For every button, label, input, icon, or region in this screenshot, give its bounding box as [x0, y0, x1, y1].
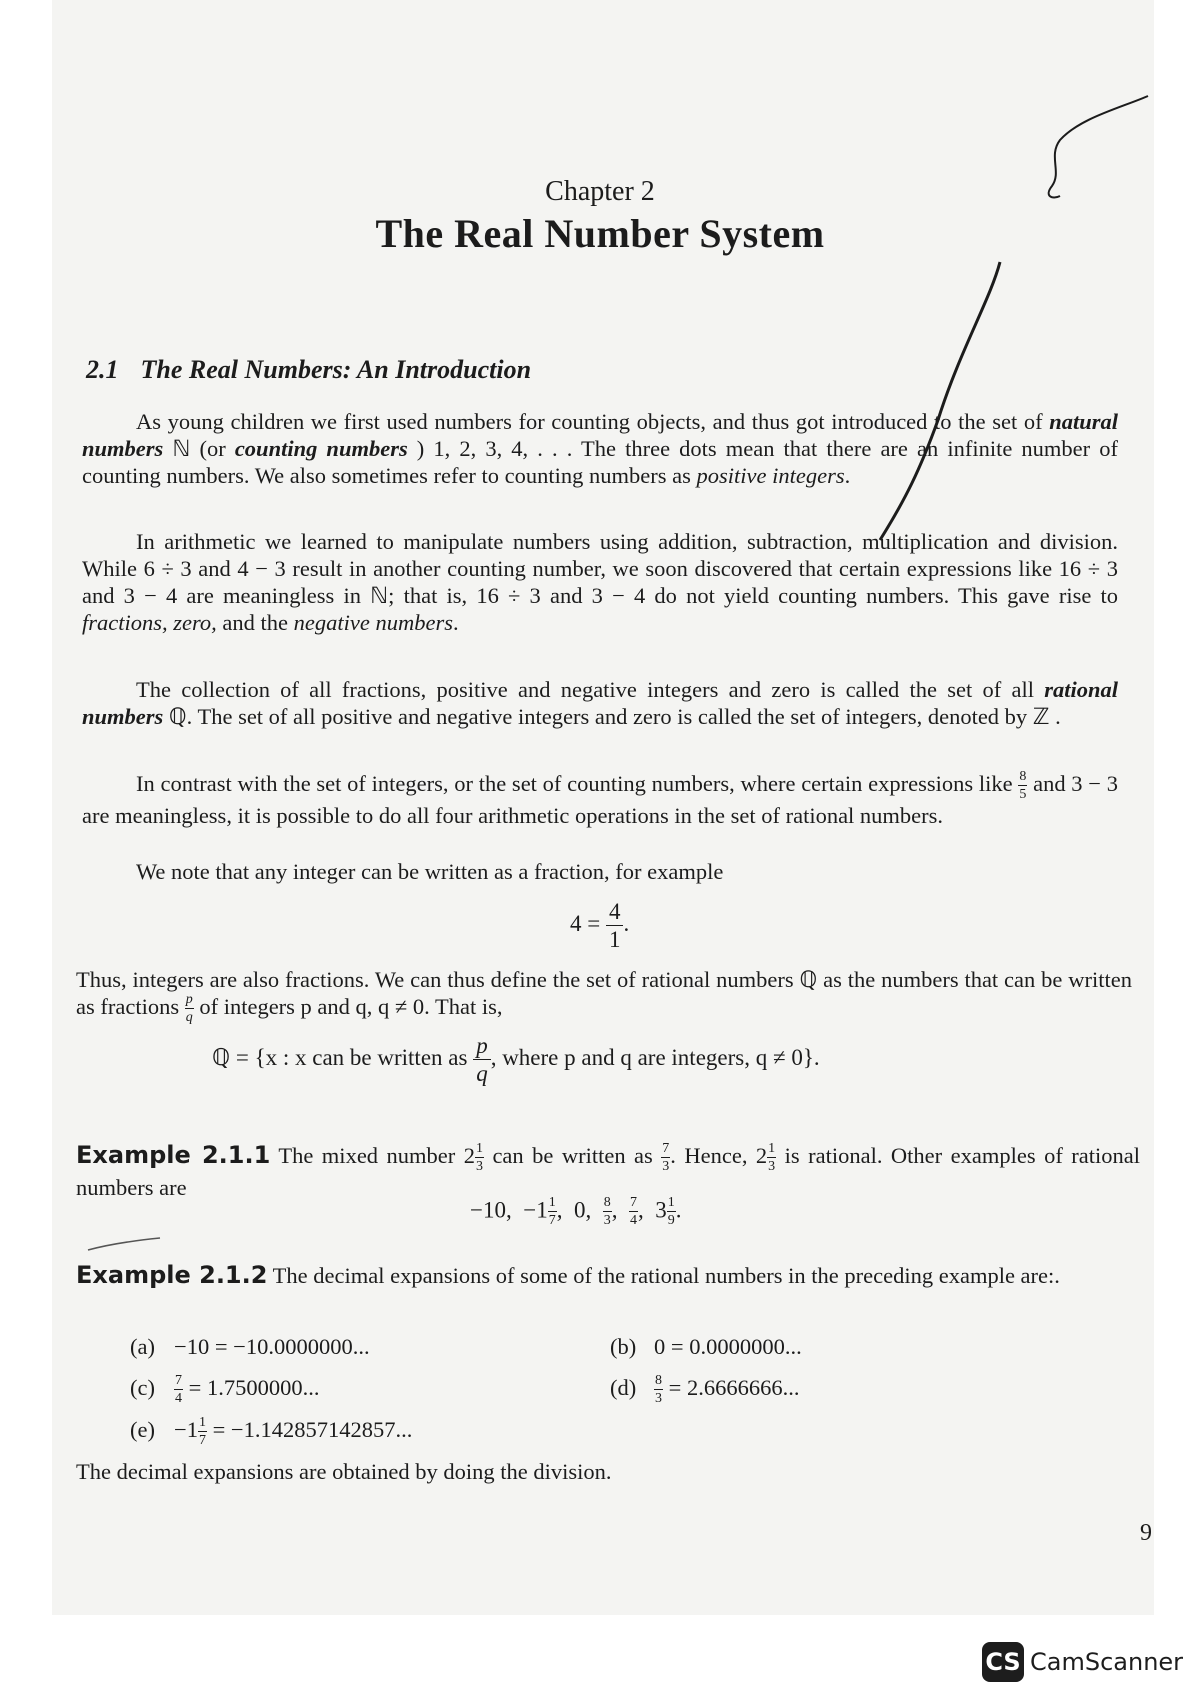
denominator: 3	[655, 1391, 662, 1406]
example-label: Example 2.1.2	[76, 1261, 268, 1289]
numerator: 7	[662, 1141, 670, 1156]
fraction	[198, 1416, 207, 1448]
fraction	[661, 1142, 670, 1174]
numerator: p	[473, 1034, 491, 1060]
section-heading	[86, 355, 531, 385]
text: ,	[556, 1197, 563, 1223]
denominator: 3	[475, 1159, 483, 1174]
numerator: 1	[475, 1141, 483, 1156]
denominator: 7	[198, 1433, 206, 1448]
text: −1	[523, 1197, 548, 1223]
numerator: 8	[603, 1195, 611, 1210]
paragraph-natural-numbers	[82, 408, 1118, 489]
fraction	[185, 993, 194, 1025]
fraction	[473, 1034, 491, 1085]
paragraph-define-rationals	[76, 966, 1132, 1025]
text: ,	[611, 1197, 618, 1223]
text: Thus, integers are also fractions. We can thus define the set of rational numbers ℚ as the numbers that can be written as fractions	[76, 967, 1132, 1020]
text: The mixed number 2	[270, 1143, 475, 1169]
text: The decimal expansions are obtained by doing the division.	[76, 1459, 612, 1484]
fraction	[603, 1196, 612, 1228]
example-label: Example 2.1.1	[76, 1141, 271, 1170]
text: ℚ = {x : x can be written as	[212, 1044, 474, 1070]
text: 3	[655, 1197, 667, 1223]
text: In arithmetic we learned to manipulate numbers using addition, subtraction, multiplication and division. While 6 ÷ 3 and 4 − 3 result in another counting number, we soon discovered that certain expressions like 16 ÷ 3 and 3 − 4 are meaningless in ℕ; that is, 16 ÷ 3 and 3 − 4 do not yield counting numbers. This gave rise to	[82, 529, 1118, 608]
text: ℚ. The set of all positive and negative integers and zero is called the set of integers, denoted by ℤ .	[163, 704, 1061, 729]
denominator: 3	[603, 1213, 611, 1228]
chapter-title: The Real Number System	[375, 211, 825, 256]
section-title: The Real Numbers: An Introduction	[140, 355, 532, 384]
paragraph-rational-numbers	[82, 676, 1118, 730]
item-label: (a)	[130, 1334, 155, 1359]
paragraph-contrast	[82, 770, 1118, 829]
text: . Hence, 2	[670, 1143, 768, 1169]
numerator: 8	[1019, 769, 1027, 784]
camscanner-watermark	[982, 1642, 1183, 1682]
chapter-label: Chapter 2	[545, 176, 655, 207]
camscanner-wordmark: CamScanner	[1030, 1648, 1184, 1676]
text: The collection of all fractions, positive and negative integers and zero is called the set of all	[136, 677, 1045, 702]
decimal-item-b	[610, 1334, 802, 1360]
denominator: 5	[1019, 787, 1027, 802]
numerator: 1	[768, 1141, 776, 1156]
decimal-item-c	[130, 1374, 319, 1406]
emphasis-term: positive integers	[696, 463, 845, 488]
example-2-1-1	[76, 1142, 1140, 1201]
decimal-item-e	[130, 1416, 412, 1448]
text: −10,	[470, 1197, 512, 1223]
item-text: = −1.142857142857...	[212, 1417, 413, 1443]
numerator: 7	[629, 1195, 637, 1210]
text: and 3 − 3 are meaningless, it is possible to do all four arithmetic operations in the set of rational numbers.	[82, 771, 1118, 828]
paragraph-integer-fraction	[82, 858, 1118, 885]
fraction	[174, 1374, 183, 1406]
rational-examples-list	[470, 1196, 681, 1228]
emphasis-term: counting numbers	[234, 436, 408, 461]
item-text: 0 = 0.0000000...	[654, 1334, 802, 1359]
text: In contrast with the set of integers, or the set of counting numbers, where certain expressions like	[136, 771, 1019, 797]
fraction	[667, 1196, 676, 1228]
fraction	[548, 1196, 557, 1228]
numerator: 8	[655, 1373, 662, 1388]
item-text: −10 = −10.0000000...	[174, 1334, 370, 1359]
camscanner-logo-icon: CS	[982, 1642, 1024, 1682]
numerator: 7	[175, 1373, 182, 1388]
text: The decimal expansions of some of the rational numbers in the preceding example are:.	[267, 1263, 1060, 1288]
text: .	[623, 910, 630, 936]
text: .	[453, 610, 459, 635]
emphasis-term: negative numbers	[293, 610, 453, 635]
paragraph-decimal-footer	[76, 1458, 1076, 1485]
numerator: p	[185, 992, 193, 1007]
text: ,	[637, 1197, 644, 1223]
denominator: 3	[768, 1159, 776, 1174]
text: We note that any integer can be written as a fraction, for example	[136, 859, 724, 884]
text: As young children we first used numbers for counting objects, and thus got introduced to the set of	[136, 409, 1050, 434]
text: can be written as	[483, 1143, 662, 1169]
emphasis-term: rational numbers	[82, 677, 1118, 729]
section-number: 2.1	[86, 355, 119, 384]
text: −1	[174, 1417, 198, 1443]
text: 0,	[573, 1197, 592, 1223]
fraction	[767, 1142, 776, 1174]
text: , where p and q are integers, q ≠ 0}.	[490, 1044, 820, 1070]
paragraph-arithmetic	[82, 528, 1118, 636]
equation-four-over-one	[570, 900, 629, 951]
decimal-item-a	[130, 1334, 370, 1360]
denominator: 1	[608, 927, 621, 952]
item-label: (d)	[610, 1375, 637, 1401]
item-text: = 2.6666666...	[668, 1375, 800, 1401]
denominator: 3	[662, 1159, 670, 1174]
item-text: = 1.7500000...	[188, 1375, 320, 1401]
text: 4 =	[570, 910, 601, 936]
emphasis-term: natural numbers	[82, 409, 1118, 461]
text: of integers p and q, q ≠ 0. That is,	[193, 994, 503, 1020]
numerator: 1	[198, 1415, 206, 1430]
item-label: (b)	[610, 1334, 637, 1359]
numerator: 1	[667, 1195, 675, 1210]
text: .	[844, 463, 851, 488]
example-2-1-2	[76, 1262, 1148, 1289]
text: ℕ (or	[163, 436, 235, 461]
fraction	[654, 1374, 663, 1406]
item-label: (c)	[130, 1375, 155, 1401]
denominator: 7	[548, 1213, 556, 1228]
denominator: q	[185, 1010, 193, 1025]
fraction	[475, 1142, 484, 1174]
emphasis-term: fractions, zero,	[82, 610, 217, 635]
text: is rational. Other examples of rational numbers are	[76, 1143, 1141, 1200]
fraction	[629, 1196, 638, 1228]
fraction	[606, 900, 624, 951]
page-number: 9	[1140, 1520, 1152, 1546]
numerator: 1	[548, 1195, 556, 1210]
text: ) 1, 2, 3, 4, . . . The three dots mean that there are an infinite number of counting numbers. We also sometimes refer to counting numbers as	[82, 436, 1118, 488]
text: .	[675, 1197, 682, 1223]
denominator: 4	[175, 1391, 182, 1406]
numerator: 4	[606, 900, 624, 926]
text: and the	[216, 610, 294, 635]
denominator: 9	[667, 1213, 675, 1228]
denominator: q	[476, 1061, 488, 1086]
item-label: (e)	[130, 1417, 155, 1443]
equation-set-builder	[212, 1034, 820, 1085]
denominator: 4	[629, 1213, 637, 1228]
fraction	[1018, 770, 1027, 802]
decimal-item-d	[610, 1374, 799, 1406]
